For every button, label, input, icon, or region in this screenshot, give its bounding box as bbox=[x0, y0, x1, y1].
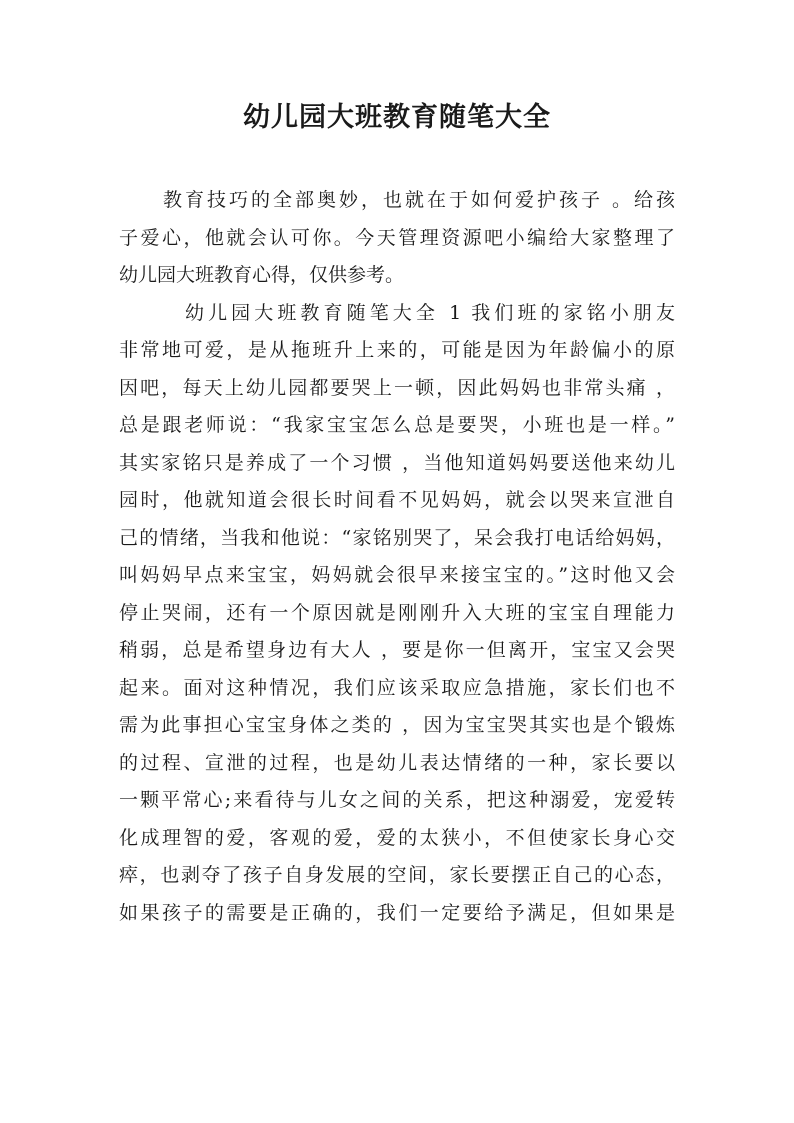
paragraph-line: 叫妈妈早点来宝宝，妈妈就会很早来接宝宝的。”这时他又会 bbox=[119, 564, 675, 586]
paragraph-line: 幼儿园大班教育心得，仅供参考。 bbox=[119, 264, 405, 286]
paragraph-line: 稍弱，总是希望身边有大人 ，要是你一但离开，宝宝又会哭 bbox=[119, 639, 675, 661]
paragraph-line: 幼儿园大班教育随笔大全 1 我们班的家铭小朋友 bbox=[185, 301, 675, 324]
paragraph-line: 一颗平常心;来看待与儿女之间的关系，把这种溺爱，宠爱转 bbox=[119, 789, 675, 811]
paragraph-line: 己的情绪，当我和他说：“家铭别哭了，呆会我打电话给妈妈， bbox=[119, 526, 675, 549]
paragraph-line: 瘁，也剥夺了孩子自身发展的空间，家长要摆正自己的心态， bbox=[119, 864, 675, 886]
paragraph-line: 起来。面对这种情况，我们应该采取应急措施，家长们也不 bbox=[119, 676, 675, 699]
paragraph-line: 其实家铭只是养成了一个习惯 ，当他知道妈妈要送他来幼儿 bbox=[119, 451, 675, 474]
paragraph-line: 子爱心，他就会认可你。今天管理资源吧小编给大家整理了 bbox=[119, 226, 675, 249]
document-title: 幼儿园大班教育随笔大全 bbox=[243, 102, 551, 133]
paragraph-line: 化成理智的爱，客观的爱，爱的太狭小，不但使家长身心交 bbox=[119, 826, 675, 849]
paragraph-line: 因吧，每天上幼儿园都要哭上一顿，因此妈妈也非常头痛 ， bbox=[119, 376, 675, 399]
paragraph-line: 教育技巧的全部奥妙，也就在于如何爱护孩子 。给孩 bbox=[163, 189, 675, 211]
paragraph-line: 停止哭闹，还有一个原因就是刚刚升入大班的宝宝自理能力 bbox=[119, 601, 675, 624]
paragraph-line: 非常地可爱，是从拖班升上来的，可能是因为年龄偏小的原 bbox=[119, 339, 675, 361]
paragraph-line: 如果孩子的需要是正确的，我们一定要给予满足，但如果是 bbox=[119, 901, 675, 924]
paragraph-line: 的过程、宣泄的过程，也是幼儿表达情绪的一种，家长要以 bbox=[119, 751, 675, 774]
paragraph-line: 总是跟老师说：“我家宝宝怎么总是要哭，小班也是一样。” bbox=[119, 414, 675, 436]
paragraph-line: 需为此事担心宝宝身体之类的 ，因为宝宝哭其实也是个锻炼 bbox=[119, 714, 675, 736]
paragraph-line: 园时，他就知道会很长时间看不见妈妈，就会以哭来宣泄自 bbox=[119, 489, 675, 511]
document-body bbox=[119, 182, 675, 932]
